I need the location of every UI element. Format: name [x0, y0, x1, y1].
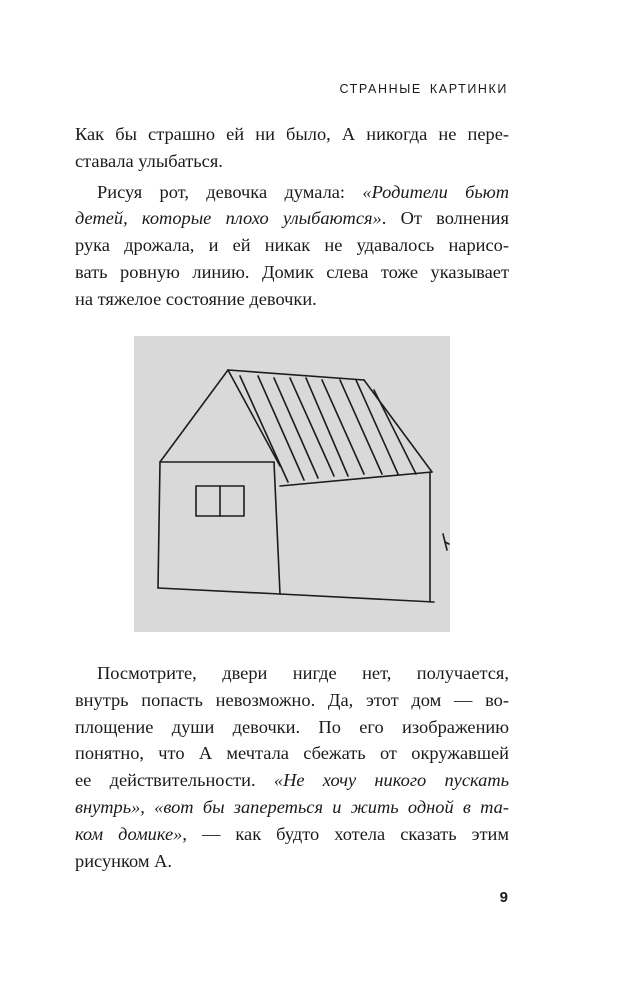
- paragraph-1: [75, 121, 509, 175]
- quote-run: «Не хочу никого пускать: [273, 770, 509, 791]
- text-line: Посмотрите, двери нигде нет, получается,: [97, 663, 509, 683]
- text-line: внутрь попасть невозможно. Да, этот дом — во-: [75, 689, 509, 710]
- upper-text-block: [75, 121, 509, 313]
- text-run: Рисуя рот, девочка думала:: [97, 181, 363, 202]
- lower-text-block: [75, 660, 509, 874]
- text-line: [75, 205, 509, 232]
- text-line: [75, 179, 509, 206]
- house-drawing-figure: [134, 336, 450, 632]
- quote-run: детей, которые плохо улыбаются»: [75, 208, 382, 229]
- quote-run: внутрь», «вот бы запереться и жить одной в та-: [75, 796, 509, 817]
- paragraph-2: [75, 179, 509, 313]
- quote-run: ком домике»: [75, 823, 183, 844]
- page-number: 9: [499, 889, 508, 906]
- text-line: Как бы страшно ей ни было, А никогда не пере-: [75, 124, 509, 144]
- paragraph-3: [75, 660, 509, 874]
- quote-run: «Родители бьют: [362, 181, 509, 202]
- text-line: понятно, что А мечтала сбежать от окружавшей: [75, 743, 509, 764]
- text-run: ее действительности.: [75, 770, 274, 791]
- house-drawing-icon: [134, 336, 450, 632]
- text-line: рука дрожала, и ей никак не удавалось нарисо-: [75, 235, 509, 256]
- running-title: СТРАННЫЕ КАРТИНКИ: [339, 82, 508, 96]
- text-line: [75, 794, 509, 821]
- text-run: . От волнения: [381, 208, 509, 229]
- text-line: рисунком А.: [75, 850, 172, 871]
- text-line: вать ровную линию. Домик слева тоже указывает: [75, 261, 509, 282]
- text-line: на тяжелое состояние девочки.: [75, 288, 317, 309]
- text-line: площение души девочки. По его изображению: [75, 716, 509, 737]
- text-line: [75, 821, 509, 848]
- text-run: , — как будто хотела сказать этим: [182, 823, 510, 844]
- text-line: ставала улыбаться.: [75, 150, 223, 171]
- text-line: [75, 767, 509, 794]
